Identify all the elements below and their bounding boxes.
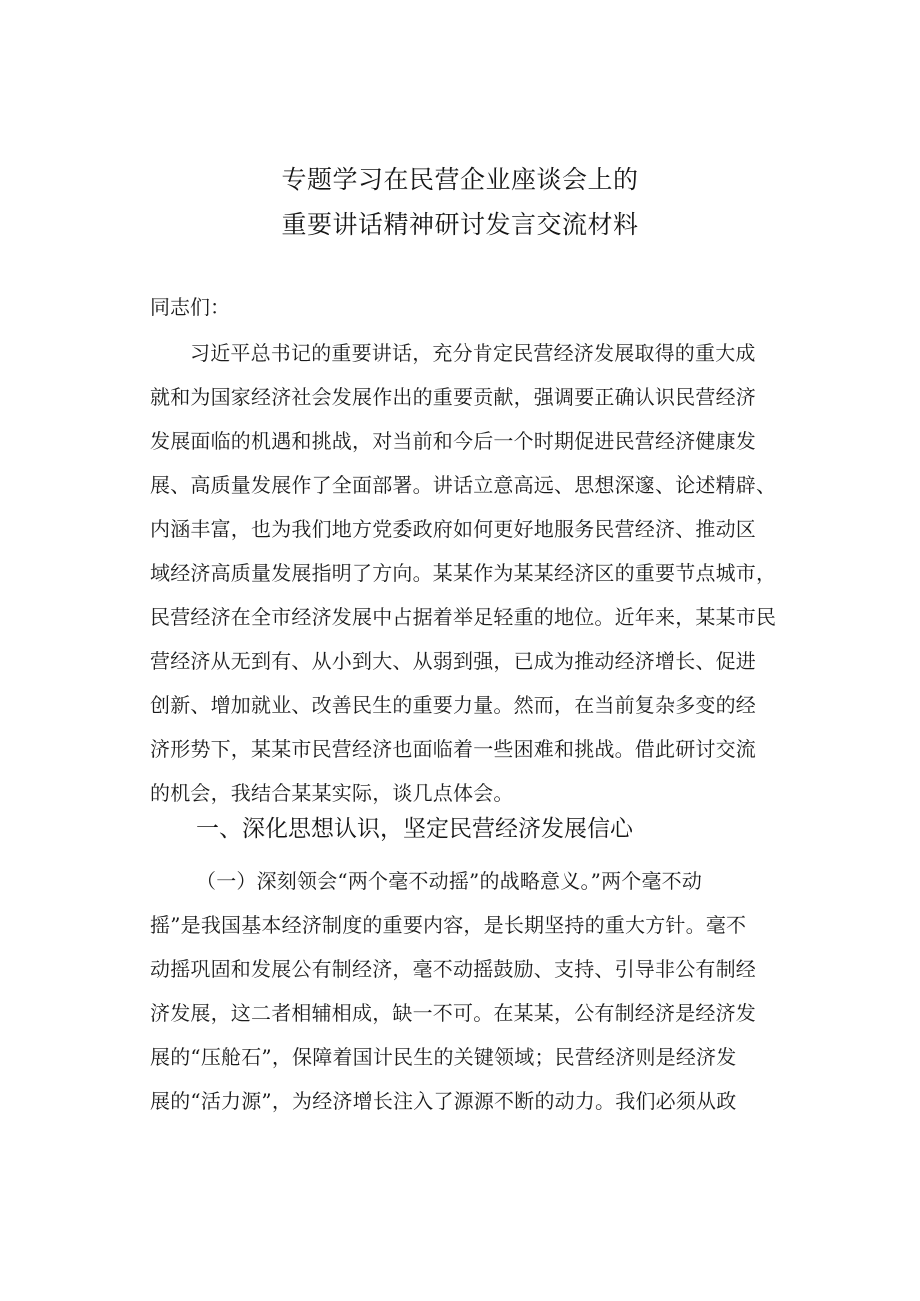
section-heading-1: 一、深化思想认识，坚定民营经济发展信心 [196,816,633,842]
salutation: 同志们： [150,295,230,319]
paragraph-1-line: 展、高质量发展作了全面部署。讲话立意高远、思想深邃、论述精辟、 [150,473,777,497]
paragraph-1-line: 创新、增加就业、改善民生的重要力量。然而，在当前复杂多变的经 [150,693,756,717]
document-title-line-1: 专题学习在民营企业座谈会上的 [281,165,639,194]
paragraph-2-line: 济发展，这二者相辅相成，缺一不可。在某某，公有制经济是经济发 [150,1001,756,1025]
paragraph-1-line: 域经济高质量发展指明了方向。某某作为某某经济区的重要节点城市， [150,561,777,585]
paragraph-1-line: 发展面临的机遇和挑战，对当前和今后一个时期促进民营经济健康发 [150,429,756,453]
paragraph-2-line: 展的“压舱石”，保障着国计民生的关键领域；民营经济则是经济发 [150,1045,737,1069]
paragraph-1-line: 就和为国家经济社会发展作出的重要贡献，强调要正确认识民营经济 [150,385,756,409]
paragraph-2-line: 摇”是我国基本经济制度的重要内容，是长期坚持的重大方针。毫不 [150,913,747,937]
paragraph-2-line: 动摇巩固和发展公有制经济，毫不动摇鼓励、支持、引导非公有制经 [150,957,756,981]
paragraph-1-line: 济形势下，某某市民营经济也面临着一些困难和挑战。借此研讨交流 [150,737,756,761]
paragraph-2-line: （一）深刻领会“两个毫不动摇”的战略意义。”两个毫不动 [196,869,703,893]
paragraph-2-line: 展的“活力源”，为经济增长注入了源源不断的动力。我们必须从政 [150,1089,737,1113]
paragraph-1-line: 习近平总书记的重要讲话，充分肯定民营经济发展取得的重大成 [190,341,756,365]
paragraph-1-line: 民营经济在全市经济发展中占据着举足轻重的地位。近年来，某某市民 [150,605,777,629]
paragraph-1-line: 内涵丰富，也为我们地方党委政府如何更好地服务民营经济、推动区 [150,517,756,541]
document-title-line-2: 重要讲话精神研讨发言交流材料 [281,210,639,239]
paragraph-1-line: 的机会，我结合某某实际，谈几点体会。 [150,781,514,805]
paragraph-1-line: 营经济从无到有、从小到大、从弱到强，已成为推动经济增长、促进 [150,649,756,673]
